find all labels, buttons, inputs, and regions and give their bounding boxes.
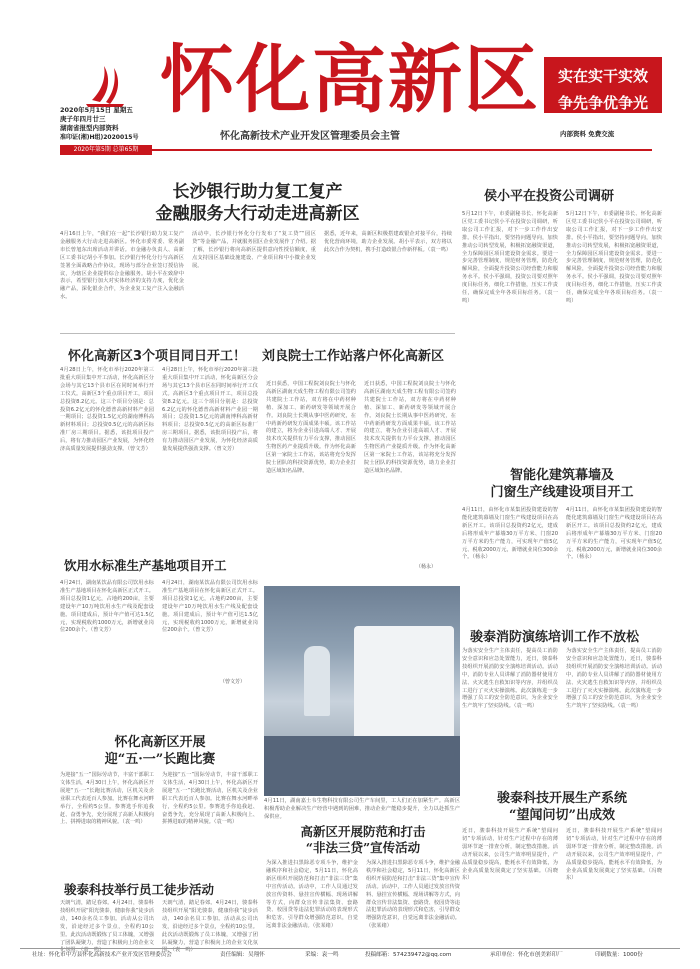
fire-col-2: 为落实安全生产主体责任，提高员工消防安全意识和应急处置能力，近日，骏泰科技组织开展消防安全演练培训活动。活动中，消防专业人员讲解了消防器材使用方法、火灾逃生自救知识等内容，并组织员工进行了灭火实操演练。此次演练进一步增强了员工的安全防范意识，为企业安全生产筑牢了坚实防线。（袁一鸣） — [566, 648, 662, 710]
masthead-rule — [152, 149, 652, 151]
system-col-2: 近日，骏泰科技开展生产系统“望闻问切”专项活动，针对生产过程中存在的薄弱环节逐一排查分析，制定整改措施。活动开展以来，公司生产效率明显提升，产品质量稳步提高，能耗水平有效降低，为企业高质量发展奠定了坚实基础。（冯晓东） — [566, 828, 662, 882]
three-col-2: 4月28日上午，怀化市举行2020年第三批重大项目集中开工活动，怀化高新区分会场与其它13个县市区在同时间举行开工仪式。高新区3个重点项目开工，项目总投资8.2亿元。这三个项目分别是：总投资6.2亿元的怀化德普高新材料产业园一期项目；总投资1.5亿元的湖南博科高新材料项目；总投资0.5亿元的高新区标准厂房三期项目。据悉，该批项目投产后，将有力推动园区产业发展，为怀化经济高质量发展提供强劲支撑。（曾文芳） — [162, 367, 258, 453]
headline-three: 怀化高新区3个项目同日开工！ — [68, 349, 247, 364]
newspaper-title: 怀化高新区 — [160, 37, 540, 123]
headline-walk: 骏泰科技举行员工徒步活动 — [64, 882, 215, 897]
bank-col-2: 活动中，长沙银行怀化分行发布了“复工贷”“园区贷”等金融产品，并就服务园区企业发展作了介绍。据了解，长沙银行将向高新区提供意向性授信额度，重点支持园区基础设施建设、产业项目和中小微企业发展。 — [192, 231, 316, 269]
fire-col-1: 为落实安全生产主体责任，提高员工消防安全意识和应急处置能力，近日，骏泰科技组织开展消防安全演练培训活动。活动中，消防专业人员讲解了消防器材使用方法、火灾逃生自救知识等内容，并组织员工进行了灭火实操演练。此次演练进一步增强了员工的安全防范意识，为企业安全生产筑牢了坚实防线。（袁一鸣） — [462, 648, 558, 710]
headline-fraud-2: “非法三贷”宣传活动 — [305, 840, 421, 855]
issue-bar — [60, 145, 152, 155]
masthead — [0, 0, 700, 162]
headline-intelligent-1: 智能化建筑幕墙及 — [509, 468, 614, 483]
headline-fire: 骏泰消防演练培训工作不放松 — [470, 630, 640, 645]
publisher-line: 湖南省报型内部资料 — [60, 124, 119, 132]
footer-address: 社址：怀化市中方县怀化高新技术产业开发区管理委员会 — [32, 952, 172, 958]
slogan-box — [544, 57, 662, 113]
headline-system-1: 骏泰科技开展生产系统 — [496, 791, 627, 806]
liu-col-2: 近日获悉，中国工程院刘良院士与怀化高新区湖南天成生物工程有限公司签约共建院士工作站，双方将在中药材种植、深加工、新药研发等领域开展合作。刘良院士长期从事中医药研究，在中药新药研发方面成果丰硕。该工作站的建立，将为企业引进高端人才、开展技术攻关提供有力平台支撑，推动园区生物医药产业提质升级。作为怀化高新区第一家院士工作站，该站将充分发挥院士团队的科技资源优势，助力企业打造区域知名品牌。 — [364, 381, 456, 474]
headline-race-1: 怀化高新区开展 — [114, 735, 206, 750]
hou-col-1: 5月12日下午，市委副秘书长、怀化高新区党工委书记侯小平在投资公司调研，听取公司工作汇报，对下一步工作作出安排。侯小平指出，要坚持问题导向，加快推动公司转型发展，积极拓宽融资渠道，全力保障园区项目建设资金需求。要进一步完善管理制度，规范财务管理，防范化解风险，全面提升投资公司经营能力和服务水平。侯小平强调，投资公司要对照年度目标任务，细化工作措施，压实工作责任，确保完成全年各项目标任务。（袁一鸣） — [462, 211, 558, 304]
headline-water: 饮用水标准生产基地项目开工 — [64, 558, 227, 573]
headline-intelligent-2: 门窗生产线建设项目开工 — [490, 485, 634, 500]
footer-proof: 采编：袁一鸣 — [305, 952, 339, 958]
lunar-date: 庚子年四月廿三 — [60, 115, 106, 123]
article-fire — [462, 618, 662, 778]
walk-col-2: 天朗气清，踏足春郊。4月24日，骏泰科技组织开展“阳光骏泰，健康你我”徒步活动，140余名员工参加。活动从公司出发，沿途经过多个景点，全程约10公里。此次活动既锻炼了员工体魄，又增强了团队凝聚力，营造了积极向上的企业文化氛围。（袁一鸣） — [162, 900, 258, 954]
logo-icon — [84, 60, 130, 108]
system-col-1: 近日，骏泰科技开展生产系统“望闻问切”专项活动，针对生产过程中存在的薄弱环节逐一排查分析，制定整改措施。活动开展以来，公司生产效率明显提升，产品质量稳步提高，能耗水平有效降低，为企业高质量发展奠定了坚实基础。（冯晓东） — [462, 828, 558, 882]
date-block — [60, 106, 160, 142]
liu-byline: （杨永） — [416, 564, 437, 570]
photo-floor — [264, 736, 460, 796]
liu-col-1: 近日获悉，中国工程院刘良院士与怀化高新区湖南天成生物工程有限公司签约共建院士工作站，双方将在中药材种植、深加工、新药研发等领域开展合作。刘良院士长期从事中医药研究，在中药新药研发方面成果丰硕。该工作站的建立，将为企业引进高端人才、开展技术攻关提供有力平台支撑，推动园区生物医药产业提质升级。作为怀化高新区第一家院士工作站，该站将充分发挥院士团队的科技资源优势，助力企业打造区域知名品牌。 — [266, 381, 356, 474]
slogan-line-1: 实在实干实效 — [557, 67, 648, 85]
permit-line: 准印证(湘)H组)2020015号 — [60, 134, 139, 141]
water-col-2: 4月24日，湖南某饮品有限公司饮用水标准生产基地项目在怀化高新区正式开工。项目总投资1亿元，占地约200亩，主要建设年产10万吨饮用水生产线及配套设施。项目建成后，预计年产值可达1.5亿元，实现税收约1000万元，新增就业岗位200余个。（曾文芳） — [162, 580, 258, 634]
article-three — [60, 337, 260, 547]
footer — [20, 948, 680, 962]
headline-system-2: “望闻问切”出成效 — [509, 808, 615, 823]
headline-bank-2: 金融服务大行动走进高新区 — [155, 204, 360, 224]
article-race — [60, 730, 260, 878]
newspaper-subtitle: 怀化高新技术产业开发区管理委员会主管 — [220, 131, 400, 142]
note-text: 内部资料 免费交流 — [560, 130, 615, 138]
headline-hou: 侯小平在投资公司调研 — [484, 189, 615, 204]
three-col-1: 4月28日上午，怀化市举行2020年第三批重大项目集中开工活动，怀化高新区分会场与其它13个县市区在同时间举行开工仪式。高新区3个重点项目开工，项目总投资8.2亿元。这三个项目分别是：总投资6.2亿元的怀化德普高新材料产业园一期项目；总投资1.5亿元的湖南博科高新材料项目；总投资0.5亿元的高新区标准厂房三期项目。据悉，该批项目投产后，将有力推动园区产业发展，为怀化经济高质量发展提供强劲支撑。（曾文芳） — [60, 367, 154, 453]
photo-machine — [354, 626, 454, 746]
footer-copies: 印刷数量：1000份 — [595, 952, 643, 958]
headline-bank-1: 长沙银行助力复工复产 — [172, 182, 343, 202]
article-bank — [60, 163, 455, 333]
intelligent-col-2: 4月11日，由怀化市某集团投资建设的智能化建筑幕墙及门窗生产线建设项目在高新区开工。该项目总投资约2亿元，建成后将形成年产幕墙30万平方米、门窗20万平方米的生产能力，可实现年产值5亿元、税收2000万元，新增就业岗位300余个。（杨永） — [566, 507, 662, 561]
water-byline: （曾文芳） — [220, 679, 246, 685]
article-water — [60, 548, 260, 728]
divider — [60, 333, 455, 334]
factory-photo — [264, 586, 460, 796]
slogan-line-2: 争先争优争光 — [557, 94, 648, 112]
fraud-col-1: 为深入推进扫黑除恶专项斗争，维护金融秩序和社会稳定，5月11日，怀化高新区组织开展防范和打击“非法三贷”集中宣传活动。活动中，工作人员通过发放宣传资料、悬挂宣传横幅、现场讲解等方式，向群众宣传非法集资、套路贷、校园贷等违法犯罪活动的表现形式和危害，引导群众增强防范意识，自觉远离非法金融活动。（张某绪） — [266, 860, 358, 930]
footer-editor: 责任编辑：吴翔怀 — [220, 952, 265, 958]
intelligent-col-1: 4月11日，由怀化市某集团投资建设的智能化建筑幕墙及门窗生产线建设项目在高新区开工。该项目总投资约2亿元，建成后将形成年产幕墙30万平方米、门窗20万平方米的生产能力，可实现年产值5亿元、税收2000万元，新增就业岗位300余个。（杨永） — [462, 507, 558, 561]
water-col-1: 4月24日，湖南某饮品有限公司饮用水标准生产基地项目在怀化高新区正式开工。项目总投资1亿元，占地约200亩，主要建设年产10万吨饮用水生产线及配套设施。项目建成后，预计年产值可达1.5亿元，实现税收约1000万元，新增就业岗位200余个。（曾文芳） — [60, 580, 154, 634]
race-col-1: 为迎接“五一”国际劳动节，丰富干部职工文体生活，4月30日上午，怀化高新区开展迎“五·一”长跑比赛活动，区机关及企业职工代表近百人参加。比赛在舞水河畔举行，全程约5公里。参赛选手你追我赶、奋勇争先，充分展现了高新人积极向上、拼搏进取的精神风貌。（袁一鸣） — [60, 772, 154, 826]
fraud-col-2: 为深入推进扫黑除恶专项斗争，维护金融秩序和社会稳定，5月11日，怀化高新区组织开展防范和打击“非法三贷”集中宣传活动。活动中，工作人员通过发放宣传资料、悬挂宣传横幅、现场讲解等方式，向群众宣传非法集资、套路贷、校园贷等违法犯罪活动的表现形式和危害，引导群众增强防范意识，自觉远离非法金融活动。（张某绪） — [366, 860, 460, 930]
headline-race-2: 迎“五·一”长跑比赛 — [104, 752, 216, 767]
photo-worker — [304, 646, 330, 716]
article-liu — [262, 337, 456, 577]
article-walk — [60, 880, 260, 954]
walk-col-1: 天朗气清，踏足春郊。4月24日，骏泰科技组织开展“阳光骏泰，健康你我”徒步活动，140余名员工参加。活动从公司出发，沿途经过多个景点，全程约10公里。此次活动既锻炼了员工体魄，又增强了团队凝聚力，营造了积极向上的企业文化氛围。（袁一鸣） — [60, 900, 154, 954]
bank-col-1: 4月16日上午，“我们在一起”长沙银行助力复工复产金融服务大行动走进高新区。怀化市委常委、常务副市长曾旭东出席活动并讲话。市金融办负责人、高新区工委书记胡小平参加。长沙银行怀化分行与高新区签署全面战略合作协议，现场与部分企业签订授信协议，为辖区企业提供综合金融服务。胡小平在致辞中表示，希望银行加大对实体经济的支持力度，优化金融产品，深化银企合作，为企业复工复产注入金融活水。 — [60, 231, 184, 301]
race-col-2: 为迎接“五一”国际劳动节，丰富干部职工文体生活，4月30日上午，怀化高新区开展迎“五·一”长跑比赛活动，区机关及企业职工代表近百人参加。比赛在舞水河畔举行，全程约5公里。参赛选手你追我赶、奋勇争先，充分展现了高新人积极向上、拼搏进取的精神风貌。（袁一鸣） — [162, 772, 258, 826]
article-system — [462, 780, 662, 940]
footer-email: 投稿邮箱：574239472@qq.com — [365, 952, 452, 958]
photo-caption: 4月11日，湖南嘉士韦生物科技有限公司生产车间里，工人们正在加紧生产。高新区积极帮助企业解决生产经营中遇到的困难，推动企业产能稳步提升，全力以赴抓生产保供应。 — [264, 798, 460, 820]
issue-line: 2020年第5期 总第65期 — [73, 146, 139, 153]
article-fraud — [266, 822, 460, 942]
article-intelligent — [462, 463, 662, 618]
headline-liu: 刘良院士工作站落户怀化高新区 — [262, 349, 445, 364]
headline-fraud-1: 高新区开展防范和打击 — [300, 824, 426, 839]
bank-col-3: 据悉，近年来，高新区积极搭建政银企对接平台，持续优化营商环境，助力企业发展。胡小平表示，双方将以此次合作为契机，携手打造政银合作新样板。（袁一鸣） — [324, 231, 452, 253]
date-line: 2020年5月15日 星期五 — [60, 106, 133, 114]
footer-print: 承印单位：怀化市创美彩印厂 — [490, 952, 563, 958]
article-hou — [462, 163, 662, 463]
hou-col-2: 5月12日下午，市委副秘书长、怀化高新区党工委书记侯小平在投资公司调研，听取公司工作汇报，对下一步工作作出安排。侯小平指出，要坚持问题导向，加快推动公司转型发展，积极拓宽融资渠道，全力保障园区项目建设资金需求。要进一步完善管理制度，规范财务管理，防范化解风险，全面提升投资公司经营能力和服务水平。侯小平强调，投资公司要对照年度目标任务，细化工作措施，压实工作责任，确保完成全年各项目标任务。（袁一鸣） — [566, 211, 662, 304]
